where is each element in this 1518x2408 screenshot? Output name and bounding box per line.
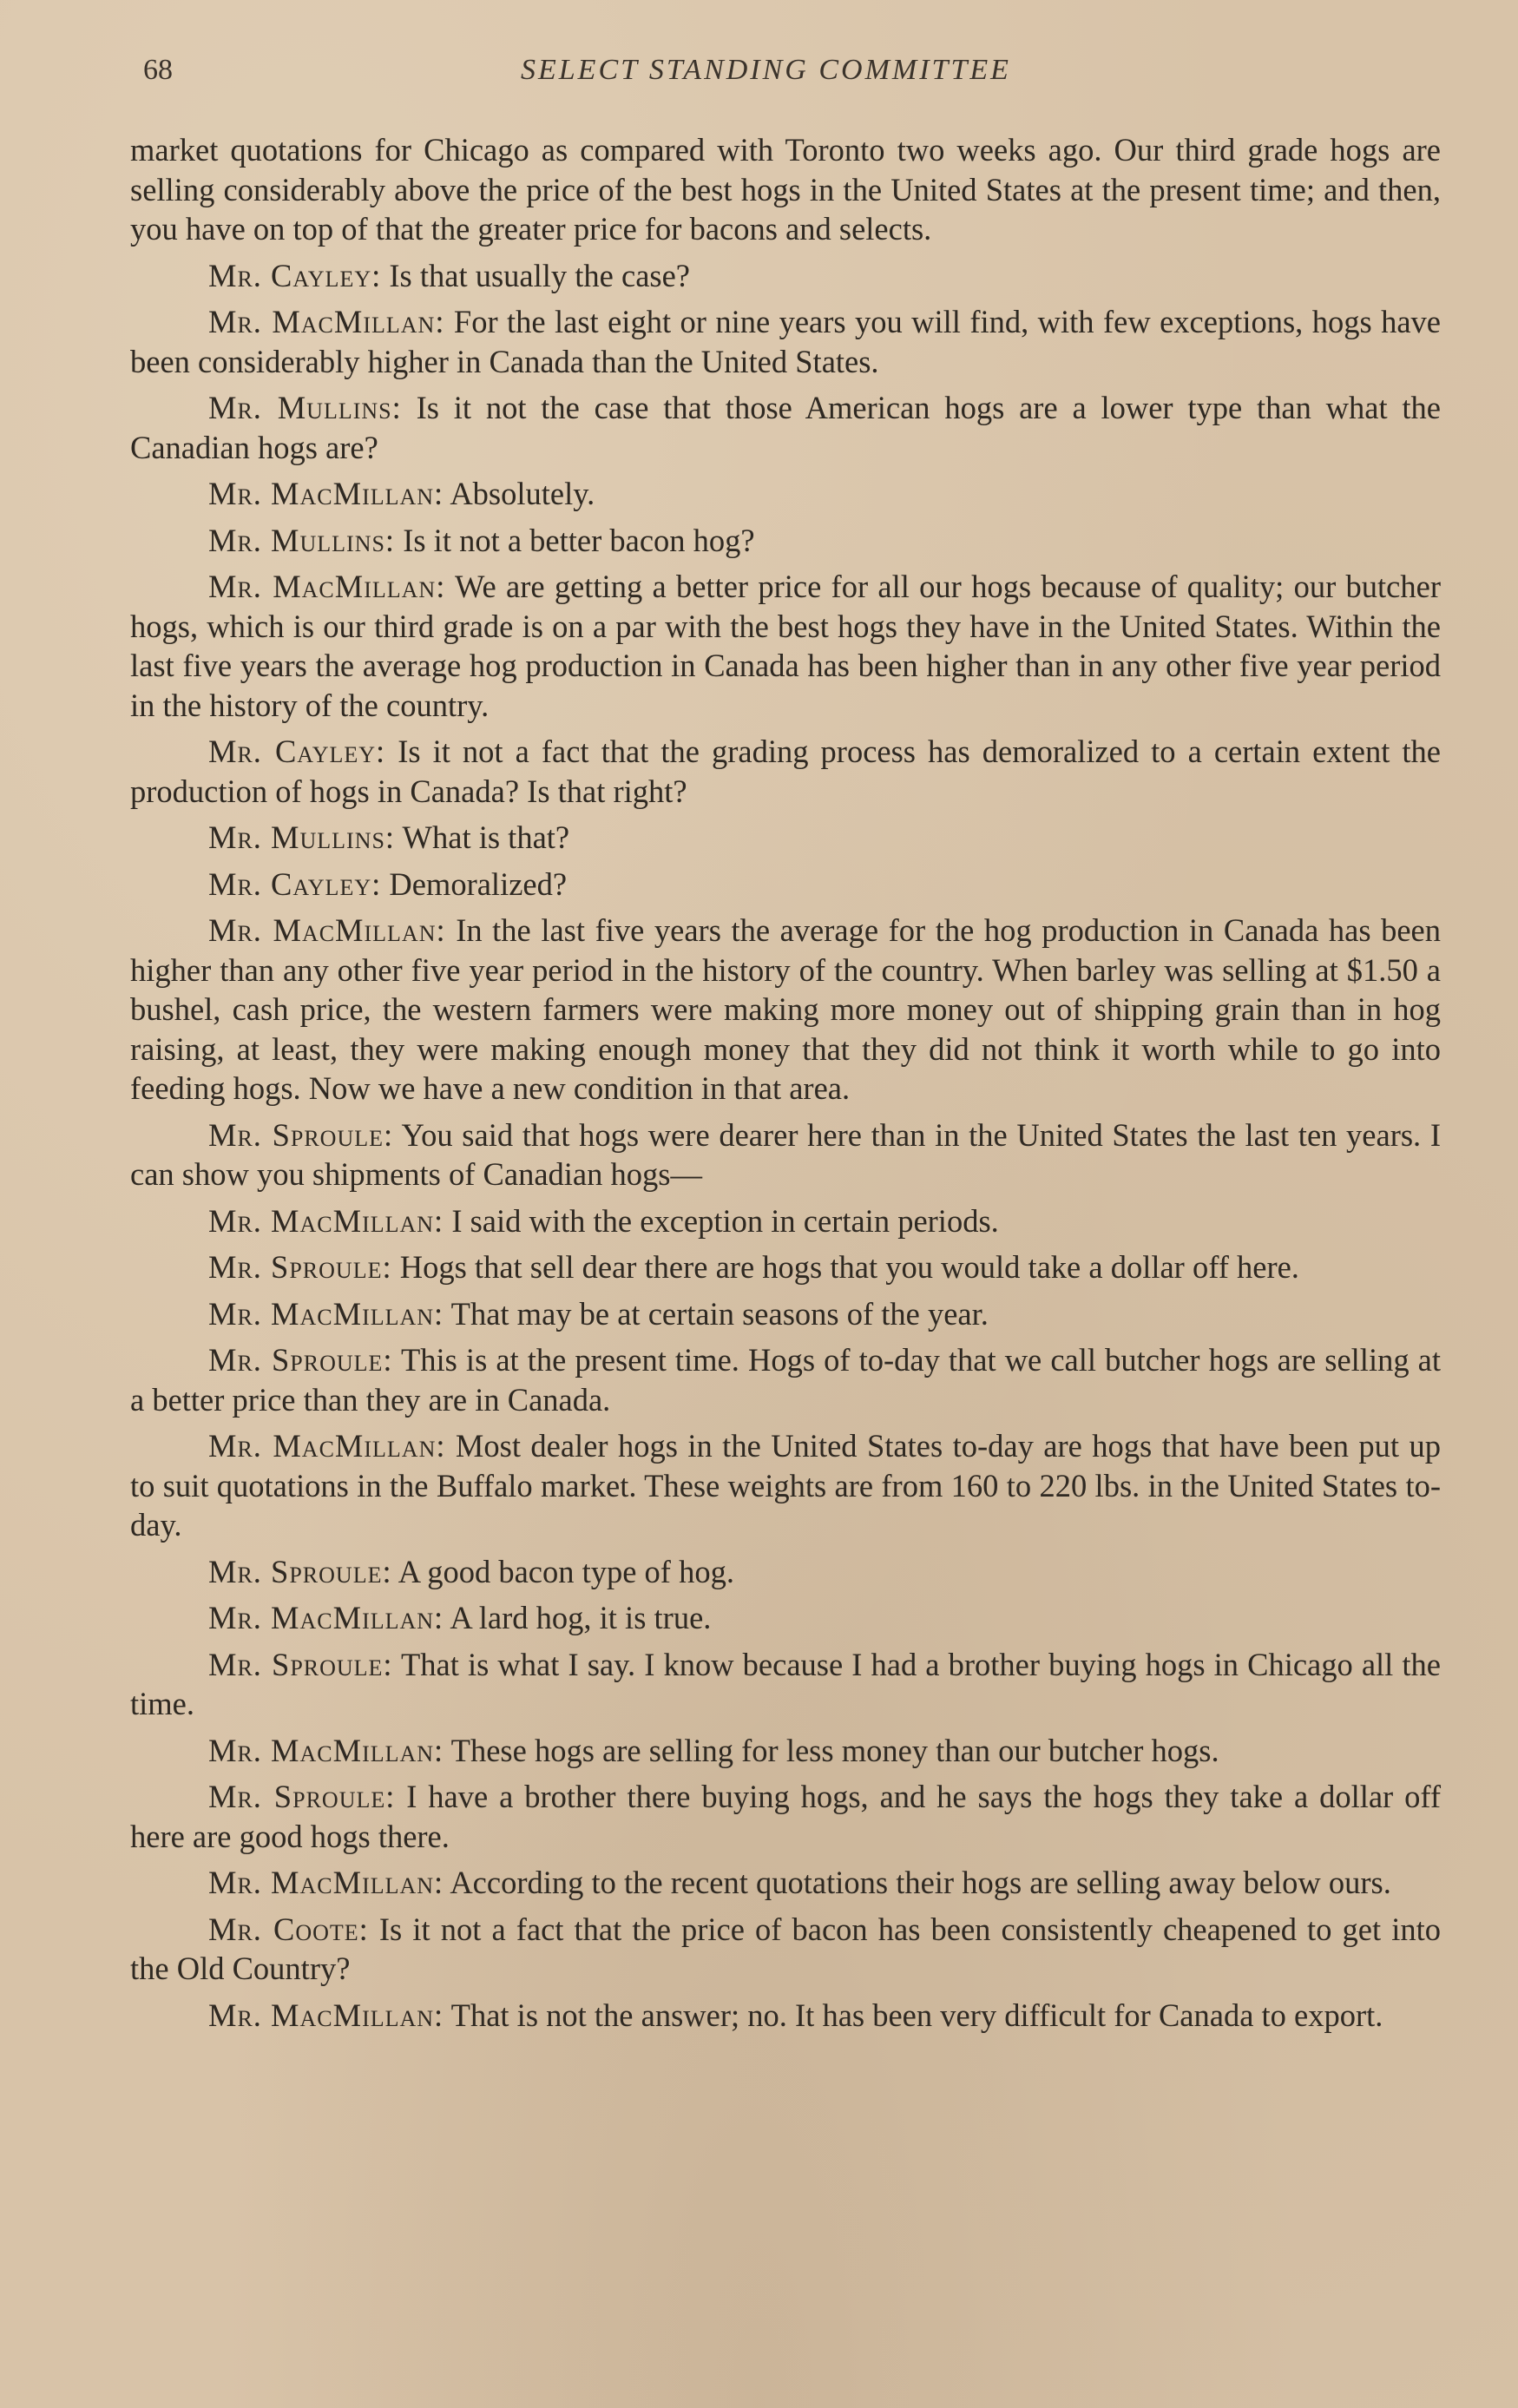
speaker-name: Mr. Sproule: [208,1646,393,1682]
paragraph [130,302,1441,381]
speaker-name: Mr. MacMillan: [208,569,446,604]
page-header [143,54,1445,97]
paragraph-text: I said with the exception in certain periods. [444,1202,999,1239]
paragraph [130,1731,1441,1771]
paragraph-text: Demoralized? [381,865,568,902]
paragraph-text: What is that? [395,819,570,855]
transcript-body [130,130,1441,2042]
paragraph [130,1201,1441,1241]
page-number: 68 [143,54,173,86]
paragraph [130,732,1441,811]
paragraph [130,1777,1441,1856]
speaker-name: Mr. MacMillan: [208,1202,444,1239]
paragraph [130,1115,1441,1194]
paragraph-text: Most dealer hogs in the United States to-day are hogs that have been put up to suit quotations in the Buffalo market. These weights are from 160 to 220 lbs. in the United States to-day. [130,1428,1441,1543]
speaker-name: Mr. Cayley: [208,865,382,902]
paragraph-text: According to the recent quotations their hogs are selling away below ours. [444,1865,1391,1900]
paragraph-text: For the last eight or nine years you will find, with few exceptions, hogs have been considerably higher in Canada than the United States. [130,304,1441,379]
paragraph [130,256,1441,296]
paragraph-text: We are getting a better price for all our hogs because of quality; our butcher hogs, which is our third grade is on a par with the best hogs they have in the United States. Within the last five years the average hog production in Canada has been higher than in any other five year period in the history of the country. [130,569,1441,723]
paragraph-text: Is it not a better bacon hog? [395,522,755,558]
paragraph-text: Is it not the case that those American hogs are a lower type than what the Canadian hogs are? [130,390,1441,465]
paragraph-text: Is that usually the case? [381,257,691,293]
speaker-name: Mr. MacMillan: [208,1997,444,2033]
paragraph-text: That is not the answer; no. It has been very difficult for Canada to export. [444,1997,1383,2033]
speaker-name: Mr. MacMillan: [208,476,444,511]
speaker-name: Mr. Sproule: [208,1342,393,1378]
paragraph [130,1645,1441,1724]
paragraph-text: This is at the present time. Hogs of to-day that we call butcher hogs are selling at a better price than they are in Canada. [130,1342,1441,1418]
paragraph [130,1598,1441,1638]
paragraph-text: I have a brother there buying hogs, and he says the hogs they take a dollar off here are good hogs there. [130,1779,1442,1854]
paragraph [130,1996,1441,2036]
paragraph-text: Absolutely. [444,476,595,511]
speaker-name: Mr. Mullins: [208,390,402,425]
paragraph-text: Is it not a fact that the price of bacon has been consistently cheapened to get into the Old Country? [130,1911,1441,1986]
speaker-name: Mr. MacMillan: [208,1865,444,1900]
speaker-name: Mr. Mullins: [208,522,396,558]
speaker-name: Mr. MacMillan: [208,1295,444,1332]
speaker-name: Mr. MacMillan: [208,1428,446,1464]
speaker-name: Mr. MacMillan: [208,304,445,339]
paragraph [130,1426,1441,1545]
speaker-name: Mr. Sproule: [208,1553,392,1589]
speaker-name: Mr. Coote: [208,1911,369,1947]
paragraph [130,521,1441,561]
paragraph [130,1294,1441,1334]
speaker-name: Mr. Mullins: [208,819,396,855]
paragraph [130,1247,1441,1287]
paragraph [130,1552,1441,1592]
speaker-name: Mr. MacMillan: [208,912,446,948]
running-title: SELECT STANDING COMMITTEE [521,54,1011,86]
speaker-name: Mr. Sproule: [208,1116,394,1153]
paragraph [130,567,1441,725]
paragraph [130,865,1441,905]
paragraph [130,1340,1441,1419]
paragraph-text: That may be at certain seasons of the year. [444,1295,989,1332]
paragraph [130,1910,1441,1989]
speaker-name: Mr. Cayley: [208,257,382,293]
paragraph [130,388,1441,467]
paragraph [130,474,1441,514]
paragraph-text: A lard hog, it is true. [444,1600,712,1635]
paragraph-text: You said that hogs were dearer here than in the United States the last ten years. I can show you shipments of Canadian hogs— [130,1116,1441,1192]
paragraph [130,818,1441,858]
paragraph-text: In the last five years the average for the hog production in Canada has been higher than any other five year period in the history of the country. When barley was selling at $1.50 a bushel, cash price, the western farmers were making more money out of shipping grain than in hog raising, at least, they were making enough money that they did not think it worth while to go into feeding hogs. Now we have a new condition in that area. [130,912,1441,1106]
paragraph-text: A good bacon type of hog. [391,1553,734,1589]
paragraph-text: Is it not a fact that the grading process has demoralized to a certain extent the production of hogs in Canada? Is that right? [130,734,1441,809]
paragraph-text: Hogs that sell dear there are hogs that you would take a dollar off here. [391,1249,1299,1285]
speaker-name: Mr. Sproule: [208,1249,392,1285]
paragraph [130,911,1441,1109]
speaker-name: Mr. MacMillan: [208,1600,444,1635]
paragraph-text: These hogs are selling for less money than our butcher hogs. [444,1732,1219,1768]
speaker-name: Mr. Cayley: [208,734,386,769]
paragraph-text: market quotations for Chicago as compared with Toronto two weeks ago. Our third grade hogs are selling considerably above the price of the best hogs in the United States at the present time; and then, you have on top of that the greater price for bacons and selects. [130,132,1441,247]
speaker-name: Mr. MacMillan: [208,1732,444,1768]
paragraph-text: That is what I say. I know because I had a brother buying hogs in Chicago all the time. [130,1646,1441,1721]
speaker-name: Mr. Sproule: [208,1779,396,1814]
paragraph [130,130,1441,249]
paragraph [130,1863,1441,1903]
